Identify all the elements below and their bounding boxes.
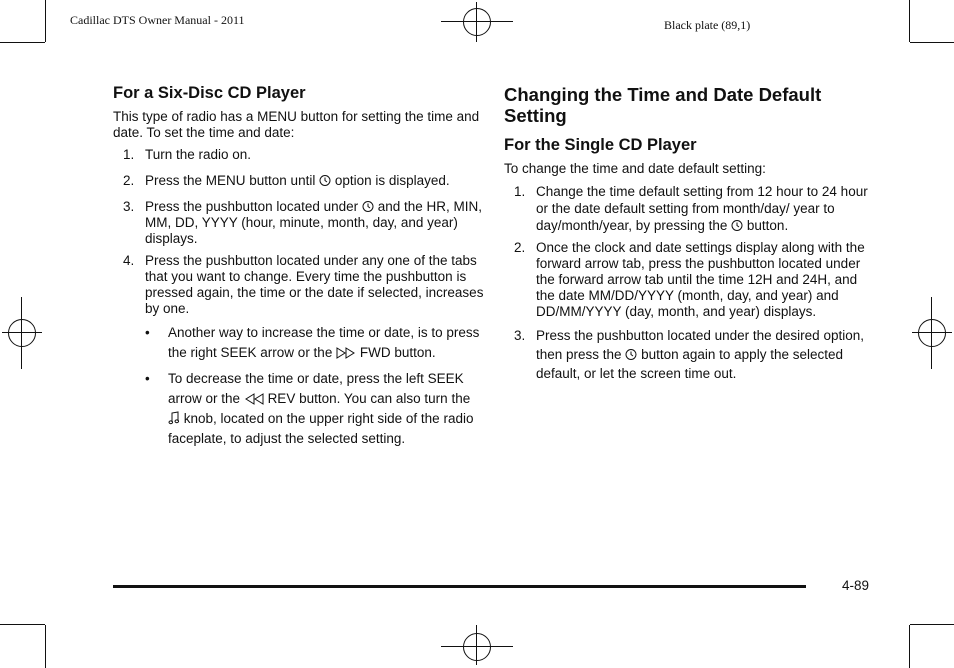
list-item — [504, 240, 874, 320]
step-text: Press the pushbutton located under the desired option, then press the — [536, 328, 864, 362]
step-text: option is displayed. — [334, 173, 450, 188]
step-text: Once the clock and date settings display along with the forward arrow tab, press the pushbutton located under the forward arrow tab until the time 12H and 24H, and the date MM/DD/YYYY (month, day, and year) and DD/MM/YYYY (day, month, and year) displays. — [536, 240, 865, 319]
clock-icon — [731, 219, 743, 232]
section-heading: For a Six-Disc CD Player — [113, 84, 306, 102]
intro-text: To change the time and date default setting: — [504, 161, 766, 176]
seek-forward-icon — [336, 347, 356, 359]
music-note-icon — [168, 411, 180, 425]
steps-list — [504, 183, 874, 383]
bullet-text: knob, located on the upper right side of the radio faceplate, to adjust the selected setting. — [168, 411, 474, 446]
intro-text: This type of radio has a MENU button for setting the time and date. To set the time and date: — [113, 109, 480, 140]
step-number: 4. — [123, 253, 135, 268]
section-heading: For the Single CD Player — [504, 136, 697, 154]
bullet-item — [145, 369, 485, 449]
footer-rule — [113, 585, 806, 588]
list-item — [504, 183, 874, 234]
crop-mark — [0, 624, 45, 625]
step-text: and the HR, MIN, MM, DD, YYYY (hour, minute, month, day, and year) displays. — [145, 199, 482, 246]
clock-icon — [319, 174, 331, 187]
step-number: 3. — [123, 199, 135, 214]
clock-icon — [625, 348, 637, 361]
step-text: button. — [746, 218, 789, 233]
crop-mark — [45, 625, 46, 668]
step-number: 1. — [123, 147, 135, 162]
right-column — [504, 84, 874, 389]
crop-mark — [909, 625, 910, 668]
bullet-icon: • — [145, 325, 150, 340]
crop-mark — [910, 624, 954, 625]
list-item — [504, 326, 874, 383]
step-text: Press the MENU button until — [145, 173, 316, 188]
bullet-text: FWD button. — [359, 345, 436, 360]
step-text: Press the pushbutton located under — [145, 199, 359, 214]
bullet-item — [145, 323, 485, 363]
step-number: 2. — [514, 240, 526, 255]
list-item — [113, 199, 485, 247]
step-number: 2. — [123, 173, 135, 188]
page-title: Changing the Time and Date Default Setting — [504, 84, 822, 126]
crop-mark — [0, 42, 45, 43]
step-text: Turn the radio on. — [145, 147, 252, 162]
left-column — [113, 84, 485, 455]
bullet-list — [145, 323, 485, 449]
bullet-text: REV button. You can also turn the — [267, 391, 471, 406]
list-item — [113, 173, 485, 189]
manual-title: Cadillac DTS Owner Manual - 2011 — [70, 13, 245, 27]
bullet-icon: • — [145, 371, 150, 386]
list-item — [113, 253, 485, 449]
step-text: Change the time default setting from 12 hour to 24 hour or the date default setting from month/day/ year to day/month/year, by pressing the — [536, 184, 868, 233]
plate-label: Black plate (89,1) — [664, 18, 751, 32]
crop-mark — [909, 0, 910, 42]
step-text: button again to apply the selected default, or let the screen time out. — [536, 347, 843, 381]
step-text: Press the pushbutton located under any one of the tabs that you want to change. Every time the pushbutton is pressed again, the time or the date if selected, increases by one. — [145, 253, 484, 316]
step-number: 1. — [514, 184, 526, 199]
crop-mark — [910, 42, 954, 43]
bullet-text: Another way to increase the time or date, is to press the right SEEK arrow or the — [168, 325, 480, 360]
bullet-text: To decrease the time or date, press the left SEEK arrow or the — [168, 371, 464, 406]
steps-list — [113, 147, 485, 449]
list-item — [113, 147, 485, 163]
clock-icon — [362, 200, 374, 213]
crop-mark — [45, 0, 46, 42]
page-number: 4-89 — [842, 578, 870, 593]
seek-back-icon — [244, 393, 264, 405]
step-number: 3. — [514, 328, 526, 343]
